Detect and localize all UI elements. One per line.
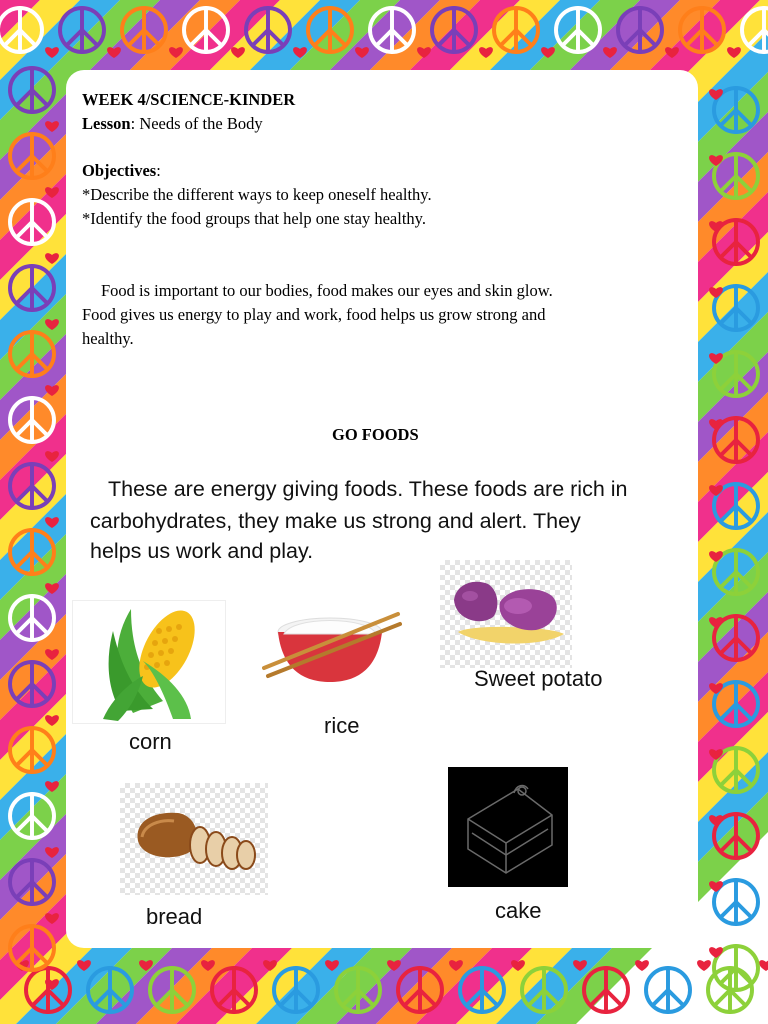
week-title: WEEK 4/SCIENCE-KINDER bbox=[82, 90, 296, 109]
corn-image bbox=[72, 600, 226, 724]
lesson-line bbox=[82, 112, 263, 135]
cake-image bbox=[448, 767, 568, 887]
section-description-line: These are energy giving foods. These foods are rich in bbox=[108, 477, 628, 501]
objectives-colon: : bbox=[156, 161, 161, 180]
section-description-line: carbohydrates, they make us strong and alert. They bbox=[90, 509, 581, 533]
intro-line: Food is important to our bodies, food makes our eyes and skin glow. bbox=[101, 281, 553, 300]
bread-icon bbox=[120, 783, 268, 895]
intro-line: healthy. bbox=[82, 329, 134, 348]
sweet-potato-image bbox=[440, 560, 572, 668]
lesson-label: Lesson bbox=[82, 114, 131, 133]
objective-item: *Describe the different ways to keep oneself healthy. bbox=[82, 185, 432, 204]
corn-icon bbox=[73, 601, 225, 723]
bread-image bbox=[120, 783, 268, 895]
objective-item: *Identify the food groups that help one stay healthy. bbox=[82, 209, 426, 228]
food-label: rice bbox=[324, 713, 360, 738]
section-title: GO FOODS bbox=[332, 425, 419, 444]
food-label: cake bbox=[495, 898, 542, 923]
intro-line: Food gives us energy to play and work, food helps us grow strong and bbox=[82, 305, 546, 324]
objectives-label: Objectives bbox=[82, 161, 157, 180]
sweet-potato-icon bbox=[440, 560, 572, 668]
rice-image bbox=[262, 598, 402, 690]
section-description-line: helps us work and play. bbox=[90, 539, 314, 563]
food-label: Sweet potato bbox=[474, 666, 603, 691]
objectives-heading bbox=[82, 159, 161, 182]
cake-icon bbox=[448, 767, 568, 887]
food-label: bread bbox=[146, 904, 203, 929]
food-label: corn bbox=[129, 729, 172, 754]
rice-bowl-icon bbox=[262, 598, 402, 690]
lesson-text: : Needs of the Body bbox=[130, 114, 263, 133]
